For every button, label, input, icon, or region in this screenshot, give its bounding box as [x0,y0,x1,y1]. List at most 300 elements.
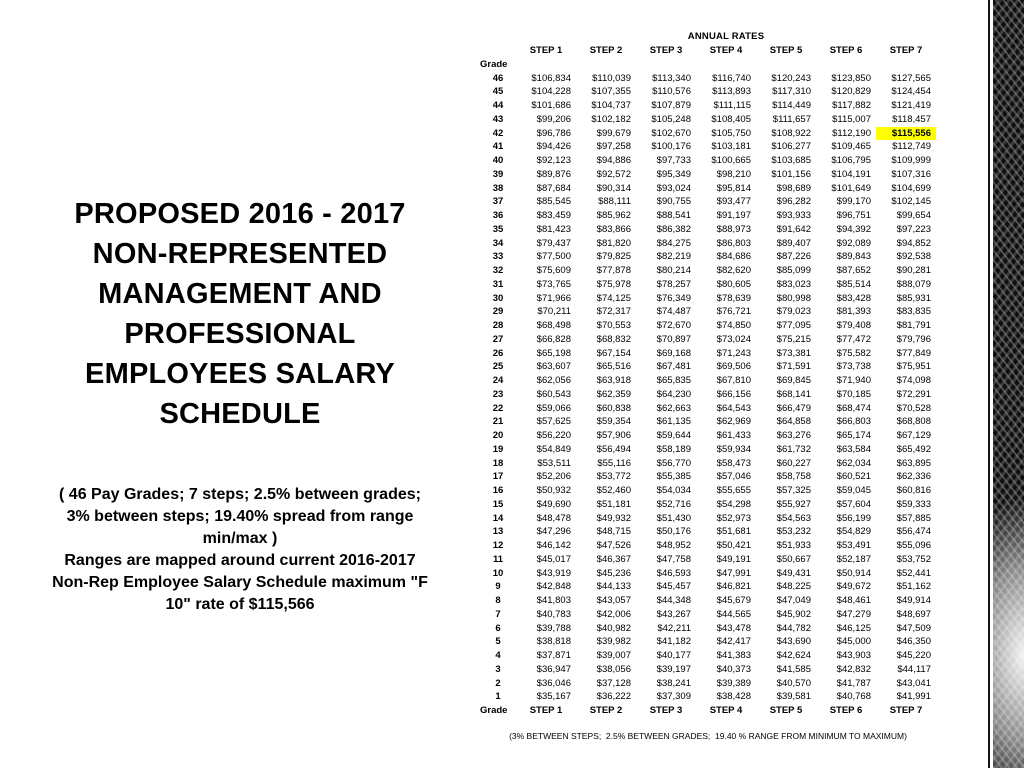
salary-cell: $99,654 [896,210,931,221]
table-row [480,99,936,113]
salary-cell: $59,333 [896,498,931,510]
salary-cell: $68,808 [896,416,931,428]
salary-cell: $56,770 [656,457,691,469]
salary-cell: $36,947 [536,663,571,675]
salary-cell: $79,796 [896,333,931,345]
grade-cell: 27 [492,333,504,345]
salary-cell: $41,803 [536,595,571,606]
salary-cell: $120,829 [831,86,871,98]
salary-cell: $38,056 [596,663,631,675]
salary-cell: $81,423 [536,223,571,235]
salary-cell: $60,838 [596,402,631,414]
salary-cell: $59,045 [836,485,871,496]
grade-cell: 37 [492,196,504,208]
salary-cell: $50,421 [716,540,751,551]
salary-cell: $98,210 [716,168,751,180]
grade-cell: 25 [492,361,504,373]
salary-cell: $92,572 [596,168,631,180]
table-row [480,292,936,306]
salary-cell: $89,843 [836,251,871,263]
table-row [480,484,936,498]
step-header-cell [876,58,936,72]
table-row [480,209,936,223]
salary-cell: $44,117 [897,663,931,675]
salary-cell: $88,973 [716,223,751,235]
salary-cell: $68,498 [536,320,571,331]
step-header-cell: STEP 1 [529,45,563,56]
table-row [480,140,936,154]
salary-cell: $94,392 [836,223,871,235]
salary-cell: $35,167 [536,691,571,703]
table-row [480,195,936,209]
salary-cell: $88,111 [598,196,631,208]
salary-cell: $66,828 [536,333,571,345]
salary-cell: $88,541 [656,210,691,221]
grade-cell: 17 [492,471,504,483]
salary-cell: $39,581 [776,691,811,703]
salary-cell: $74,487 [656,306,691,318]
salary-cell: $46,593 [656,567,691,579]
salary-cell: $80,605 [716,278,751,290]
salary-cell: $45,902 [776,608,811,620]
salary-cell: $43,919 [536,567,571,579]
salary-cell: $45,220 [896,650,931,661]
salary-cell: $42,211 [657,622,691,634]
salary-cell: $69,168 [656,347,691,359]
salary-cell: $110,039 [592,72,631,84]
salary-cell: $78,257 [656,278,691,290]
table-row [480,594,936,608]
salary-cell: $75,582 [836,347,871,359]
salary-cell: $61,433 [716,430,751,441]
salary-cell: $65,835 [656,375,691,386]
step-header-cell [516,58,576,72]
step-header-cell: STEP 5 [769,45,803,56]
salary-cell: $74,850 [716,320,751,331]
salary-cell: $102,182 [591,113,631,125]
salary-cell: $60,816 [896,485,931,496]
salary-cell: $93,024 [656,182,691,194]
salary-cell: $65,516 [596,361,631,373]
table-row [480,127,936,141]
salary-cell: $107,879 [651,100,691,111]
salary-cell: $71,966 [536,292,571,304]
grade-cell: 38 [492,182,504,194]
step-header-cell [696,58,756,72]
salary-cell: $112,190 [832,127,871,139]
salary-cell: $74,098 [896,375,931,386]
salary-cell: $68,474 [836,402,871,414]
salary-cell: $101,649 [831,182,871,194]
salary-cell: $63,276 [776,430,811,441]
salary-cell: $51,181 [596,498,631,510]
salary-cell: $76,721 [716,306,751,318]
salary-cell: $37,871 [536,650,571,661]
salary-cell: $52,206 [536,471,571,483]
salary-cell: $57,625 [536,416,571,428]
salary-cell: $104,699 [891,182,931,194]
step-header-cell: STEP 3 [649,45,683,56]
grade-label-cell: Grade [480,705,508,716]
salary-cell: $87,226 [776,251,811,263]
table-row [480,402,936,416]
table-row [480,237,936,251]
salary-cell: $44,782 [776,622,811,634]
salary-cell: $72,317 [596,306,631,318]
salary-cell: $70,897 [656,333,691,345]
salary-cell: $115,007 [832,113,871,125]
salary-cell: $77,472 [836,333,871,345]
salary-cell: $86,382 [656,223,691,235]
salary-cell: $57,046 [716,471,751,483]
table-row [480,512,936,526]
table-row [480,182,936,196]
salary-cell: $42,417 [716,636,751,648]
salary-cell: $51,933 [776,540,811,551]
salary-cell: $90,314 [596,182,631,194]
salary-cell: $89,876 [536,168,571,180]
salary-cell: $41,383 [716,650,751,661]
table-row [480,677,936,691]
salary-cell: $41,585 [776,663,811,675]
salary-cell: $53,232 [776,526,811,538]
table-row [480,649,936,663]
grade-cell: 14 [492,512,504,524]
salary-cell: $108,922 [771,127,811,139]
salary-cell: $75,215 [776,333,811,345]
table-row [480,264,936,278]
salary-cell: $64,543 [716,402,751,414]
grade-cell: 32 [492,265,504,276]
salary-cell: $45,457 [656,581,691,593]
salary-cell: $57,325 [776,485,811,496]
salary-cell: $58,758 [776,471,811,483]
salary-cell: $73,765 [536,278,571,290]
salary-cell: $69,845 [776,375,811,386]
salary-cell: $41,787 [836,677,871,689]
salary-cell: $111,657 [772,113,811,125]
salary-cell: $98,689 [776,182,811,194]
salary-cell: $99,170 [836,196,871,208]
table-row [480,429,936,443]
salary-cell: $62,663 [656,402,691,414]
salary-cell: $48,952 [656,540,691,551]
table-row [480,168,936,182]
salary-cell: $85,514 [836,278,871,290]
salary-cell: $39,389 [716,677,751,689]
salary-cell: $47,049 [776,595,811,606]
step-header-cell [756,58,816,72]
salary-cell: $52,460 [596,485,631,496]
salary-cell: $83,866 [596,223,631,235]
salary-cell: $56,494 [596,443,631,455]
salary-cell: $39,982 [596,636,631,648]
salary-cell: $85,099 [776,265,811,276]
salary-cell: $68,832 [596,333,631,345]
grade-cell: 1 [495,691,501,703]
salary-cell: $47,509 [896,622,931,634]
salary-cell: $37,309 [656,691,691,703]
grade-cell: 3 [495,663,501,675]
salary-cell: $94,886 [596,155,631,166]
salary-cell: $70,185 [836,388,871,400]
grade-cell: 29 [492,306,504,318]
table-row [480,635,936,649]
step-header-cell: STEP 5 [769,705,803,716]
salary-cell: $71,940 [836,375,871,386]
salary-cell: $39,197 [656,663,691,675]
salary-cell: $45,236 [596,567,631,579]
salary-cell: $47,758 [656,553,691,565]
salary-cell: $89,407 [776,237,811,249]
table-row [480,580,936,594]
salary-cell: $44,565 [716,608,751,620]
salary-cell: $54,849 [536,443,571,455]
table-footer-header [480,704,936,718]
table-row [480,278,936,292]
salary-cell: $97,733 [656,155,691,166]
salary-cell: $77,500 [536,251,571,263]
salary-cell: $81,820 [596,237,631,249]
salary-cell: $54,829 [836,526,871,538]
step-header-cell [636,58,696,72]
salary-cell: $50,932 [536,485,571,496]
grade-cell: 35 [492,223,504,235]
salary-cell: $105,750 [711,127,751,139]
salary-cell: $62,359 [596,388,631,400]
table-row [480,85,936,99]
highlighted-salary-cell: $115,556 [876,127,936,141]
salary-cell: $84,686 [716,251,751,263]
salary-cell: $49,672 [836,581,871,593]
salary-cell: $52,441 [896,567,931,579]
salary-cell: $86,803 [716,237,751,249]
grade-cell: 18 [492,457,504,469]
salary-cell: $105,248 [651,113,691,125]
salary-cell: $53,772 [596,471,631,483]
table-row [480,663,936,677]
salary-cell: $46,125 [836,622,871,634]
grade-cell: 44 [492,100,504,111]
salary-cell: $109,999 [891,155,931,166]
salary-cell: $45,017 [536,553,571,565]
table-row [480,250,936,264]
salary-cell: $95,349 [656,168,691,180]
salary-cell: $39,007 [596,650,631,661]
salary-cell: $77,849 [896,347,931,359]
salary-cell: $46,367 [596,553,631,565]
salary-cell: $80,214 [656,265,691,276]
salary-cell: $116,740 [712,72,751,84]
grade-cell: 2 [495,677,501,689]
salary-cell: $83,835 [896,306,931,318]
salary-cell: $120,243 [771,72,811,84]
salary-cell: $103,685 [771,155,811,166]
salary-cell: $99,679 [596,127,631,139]
step-header-cell: STEP 7 [889,705,923,716]
salary-cell: $48,478 [536,512,571,524]
salary-cell: $66,156 [716,388,751,400]
salary-cell: $106,795 [831,155,871,166]
salary-cell: $51,162 [896,581,931,593]
salary-cell: $45,679 [716,595,751,606]
grade-cell: 22 [492,402,504,414]
salary-cell: $74,125 [596,292,631,304]
salary-cell: $59,934 [716,443,751,455]
salary-cell: $79,437 [536,237,571,249]
grade-cell: 23 [492,388,504,400]
salary-cell: $65,492 [896,443,931,455]
salary-cell: $49,690 [536,498,571,510]
grade-cell: 7 [495,608,501,620]
grade-cell: 33 [492,251,504,263]
vertical-divider-line [988,0,990,768]
salary-cell: $48,225 [776,581,811,593]
salary-cell: $42,006 [596,608,631,620]
table-row [480,374,936,388]
salary-cell: $73,024 [716,333,751,345]
salary-cell: $67,810 [716,375,751,386]
salary-cell: $62,056 [536,375,571,386]
salary-cell: $64,230 [656,388,691,400]
grade-cell: 36 [492,210,504,221]
salary-cell: $56,220 [536,430,571,441]
salary-schedule-table [480,30,936,741]
grade-label-row [480,58,936,72]
salary-cell: $70,211 [537,306,571,318]
table-row [480,154,936,168]
salary-cell: $79,825 [596,251,631,263]
step-header-cell: STEP 7 [889,45,923,56]
salary-cell: $111,115 [713,100,751,111]
salary-cell: $50,914 [836,567,871,579]
salary-cell: $44,133 [596,581,631,593]
grade-cell: 34 [492,237,504,249]
salary-cell: $56,199 [836,512,871,524]
table-row [480,72,936,86]
salary-cell: $69,506 [716,361,751,373]
salary-cell: $72,291 [896,388,931,400]
salary-cell: $85,931 [896,292,931,304]
grade-cell: 42 [492,127,504,139]
salary-cell: $53,491 [836,540,871,551]
step-header-cell [816,58,876,72]
carbon-texture-edge [993,0,1024,768]
step-header-cell: STEP 1 [529,705,563,716]
salary-cell: $54,563 [776,512,811,524]
salary-cell: $106,277 [771,141,811,153]
title-block [28,194,452,616]
salary-cell: $40,177 [656,650,691,661]
table-row [480,388,936,402]
salary-cell: $103,181 [711,141,751,153]
salary-cell: $41,182 [656,636,691,648]
annual-rates-title: ANNUAL RATES [687,31,765,42]
salary-cell: $54,298 [716,498,751,510]
grade-cell: 15 [492,498,504,510]
table-row [480,539,936,553]
salary-cell: $113,340 [652,72,691,84]
salary-cell: $78,639 [716,292,751,304]
salary-cell: $107,316 [891,168,931,180]
salary-cell: $59,354 [596,416,631,428]
salary-cell: $117,310 [772,86,811,98]
salary-cell: $72,670 [656,320,691,331]
table-row [480,553,936,567]
salary-cell: $109,465 [831,141,871,153]
salary-cell: $90,755 [656,196,691,208]
salary-cell: $97,258 [596,141,631,153]
table-row [480,608,936,622]
salary-cell: $76,349 [656,292,691,304]
slide-title: PROPOSED 2016 - 2017 NON-REPRESENTED MANAGEMENT AND PROFESSIONAL EMPLOYEES SALARY SCHEDULE [74,198,406,430]
salary-cell: $59,066 [536,402,571,414]
salary-cell: $52,716 [656,498,691,510]
salary-cell: $71,243 [716,347,751,359]
grade-cell: 26 [492,347,504,359]
grade-cell: 45 [492,86,504,98]
table-row [480,690,936,704]
salary-cell: $107,355 [591,86,631,98]
salary-cell: $43,057 [596,595,631,606]
salary-cell: $99,206 [536,113,571,125]
salary-cell: $55,116 [597,457,631,469]
salary-cell: $67,154 [596,347,631,359]
salary-cell: $49,191 [716,553,751,565]
salary-cell: $95,814 [716,182,751,194]
salary-cell: $63,584 [836,443,871,455]
salary-cell: $49,914 [896,595,931,606]
salary-cell: $38,428 [716,691,751,703]
salary-cell: $101,686 [531,100,571,111]
salary-cell: $41,991 [896,691,931,703]
salary-cell: $96,282 [776,196,811,208]
salary-cell: $118,457 [892,113,931,125]
grade-cell: 16 [492,485,504,496]
salary-cell: $96,751 [836,210,871,221]
salary-cell: $67,481 [656,361,691,373]
salary-cell: $81,393 [836,306,871,318]
salary-cell: $46,821 [716,581,751,593]
grade-cell: 19 [492,443,504,455]
salary-cell: $104,737 [591,100,631,111]
salary-cell: $43,903 [836,650,871,661]
salary-cell: $44,348 [656,595,691,606]
salary-cell: $65,198 [536,347,571,359]
salary-cell: $81,791 [896,320,931,331]
table-row [480,457,936,471]
salary-cell: $75,609 [536,265,571,276]
salary-cell: $100,176 [651,141,691,153]
salary-cell: $50,667 [776,553,811,565]
salary-cell: $47,991 [716,567,751,579]
salary-cell: $55,655 [716,485,751,496]
salary-cell: $87,684 [536,182,571,194]
grade-label-cell: Grade [480,58,508,70]
salary-cell: $40,783 [536,608,571,620]
salary-cell: $38,241 [656,677,691,689]
salary-cell: $52,973 [716,512,751,524]
salary-cell: $108,405 [711,113,751,125]
salary-cell: $60,521 [836,471,871,483]
salary-cell: $42,624 [776,650,811,661]
salary-cell: $48,461 [836,595,871,606]
salary-cell: $51,681 [716,526,751,538]
salary-cell: $90,281 [896,265,931,276]
salary-cell: $62,034 [836,457,871,469]
table-row [480,567,936,581]
grade-cell: 28 [492,320,504,331]
